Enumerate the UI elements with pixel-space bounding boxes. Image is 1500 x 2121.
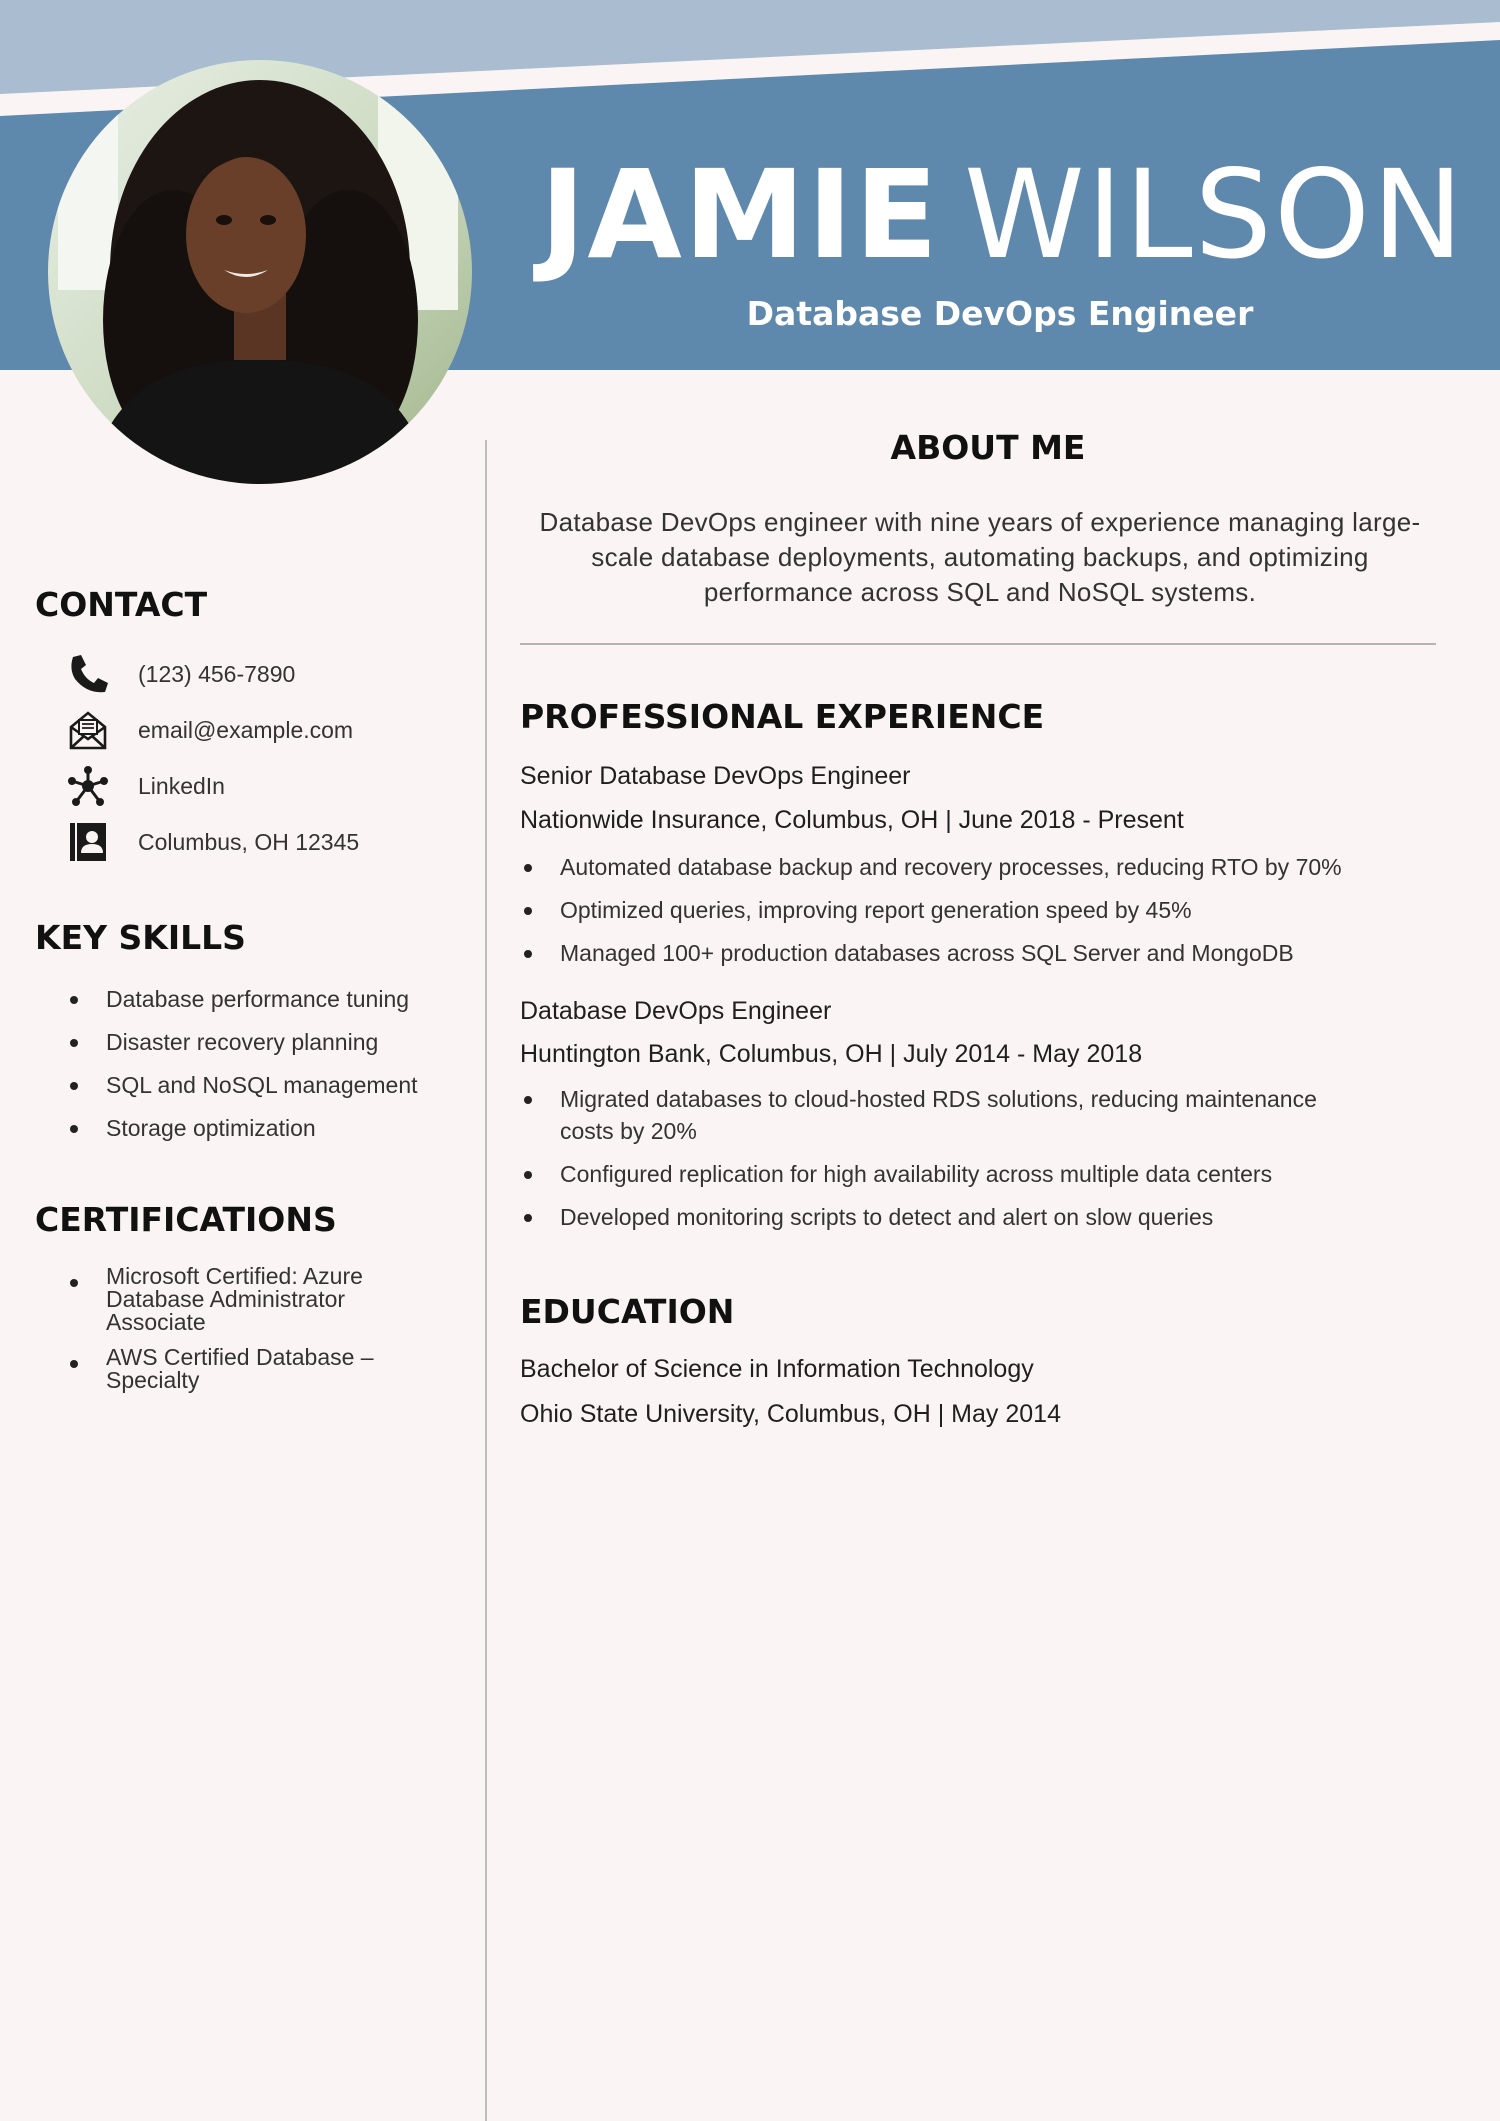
contact-linkedin-text[interactable]: LinkedIn <box>138 772 225 799</box>
bullet-line: costs by 20% <box>560 1118 697 1144</box>
job-1-bullets <box>520 851 1460 980</box>
list-item <box>520 1083 1460 1147</box>
bullet-line: Managed 100+ production databases across SQL Server and MongoDB <box>560 940 1294 966</box>
bullet-line: Optimized queries, improving report generation speed by 45% <box>560 897 1192 923</box>
first-name: JAMIE <box>540 144 940 286</box>
cert-line: AWS Certified Database – <box>106 1344 374 1370</box>
list-item <box>66 1346 466 1392</box>
contact-heading: CONTACT <box>35 585 208 624</box>
certifications-list <box>66 1265 466 1404</box>
bullet-line: Automated database backup and recovery processes, reducing RTO by 70% <box>560 854 1342 880</box>
certifications-heading: CERTIFICATIONS <box>35 1200 337 1239</box>
job-2-role: Database DevOps Engineer <box>520 997 832 1025</box>
about-line: Database DevOps engineer with nine years of experience managing large- <box>539 507 1421 537</box>
education-degree: Bachelor of Science in Information Technology <box>520 1355 1034 1383</box>
about-line: performance across SQL and NoSQL systems. <box>703 577 1257 607</box>
section-divider <box>520 643 1436 645</box>
job-2-org: Huntington Bank, Columbus, OH | July 2014 - May 2018 <box>520 1040 1143 1068</box>
skills-heading: KEY SKILLS <box>35 918 246 957</box>
about-heading: ABOUT ME <box>890 428 1086 467</box>
cert-line: Microsoft Certified: Azure <box>106 1263 363 1289</box>
network-icon <box>64 764 112 808</box>
contact-address-text: Columbus, OH 12345 <box>138 828 360 855</box>
about-text <box>520 505 1440 610</box>
contact-email-text: email@example.com <box>138 716 354 743</box>
profile-photo <box>48 60 472 484</box>
list-item <box>520 894 1460 926</box>
bullet-line: Developed monitoring scripts to detect and alert on slow queries <box>560 1204 1214 1230</box>
list-item <box>66 1265 466 1334</box>
list-item: Storage optimization <box>66 1112 466 1155</box>
cert-line: Database Administrator <box>106 1286 346 1312</box>
address-book-icon <box>64 820 112 864</box>
column-divider <box>485 440 487 2121</box>
phone-icon <box>64 652 112 696</box>
list-item <box>520 937 1460 969</box>
list-item: Disaster recovery planning <box>66 1026 466 1069</box>
job-2-bullets <box>520 1083 1460 1244</box>
list-item: Database performance tuning <box>66 983 466 1026</box>
experience-heading: PROFESSIONAL EXPERIENCE <box>520 697 1045 736</box>
list-item <box>520 1158 1460 1190</box>
contact-phone <box>64 652 295 696</box>
list-item <box>520 1201 1460 1233</box>
cert-line: Associate <box>106 1309 206 1335</box>
contact-email <box>64 708 353 752</box>
contact-phone-text: (123) 456-7890 <box>138 660 296 687</box>
education-heading: EDUCATION <box>520 1292 735 1331</box>
bullet-line: Migrated databases to cloud-hosted RDS solutions, reducing maintenance <box>560 1086 1317 1112</box>
contact-address <box>64 820 359 864</box>
bullet-line: Configured replication for high availability across multiple data centers <box>560 1161 1273 1187</box>
job-title: Database DevOps Engineer <box>746 294 1254 333</box>
portrait-image <box>48 60 472 484</box>
job-1-org: Nationwide Insurance, Columbus, OH | June 2018 - Present <box>520 806 1184 834</box>
list-item: SQL and NoSQL management <box>66 1069 466 1112</box>
envelope-icon <box>64 708 112 752</box>
education-school: Ohio State University, Columbus, OH | May 2014 <box>520 1400 1061 1428</box>
job-1-role: Senior Database DevOps Engineer <box>520 762 911 790</box>
last-name: WILSON <box>963 144 1466 286</box>
skills-list <box>66 983 466 1155</box>
cert-line: Specialty <box>106 1367 200 1393</box>
contact-linkedin[interactable] <box>64 764 225 808</box>
candidate-name <box>540 144 1466 286</box>
about-line: scale database deployments, automating backups, and optimizing <box>591 542 1369 572</box>
list-item <box>520 851 1460 883</box>
